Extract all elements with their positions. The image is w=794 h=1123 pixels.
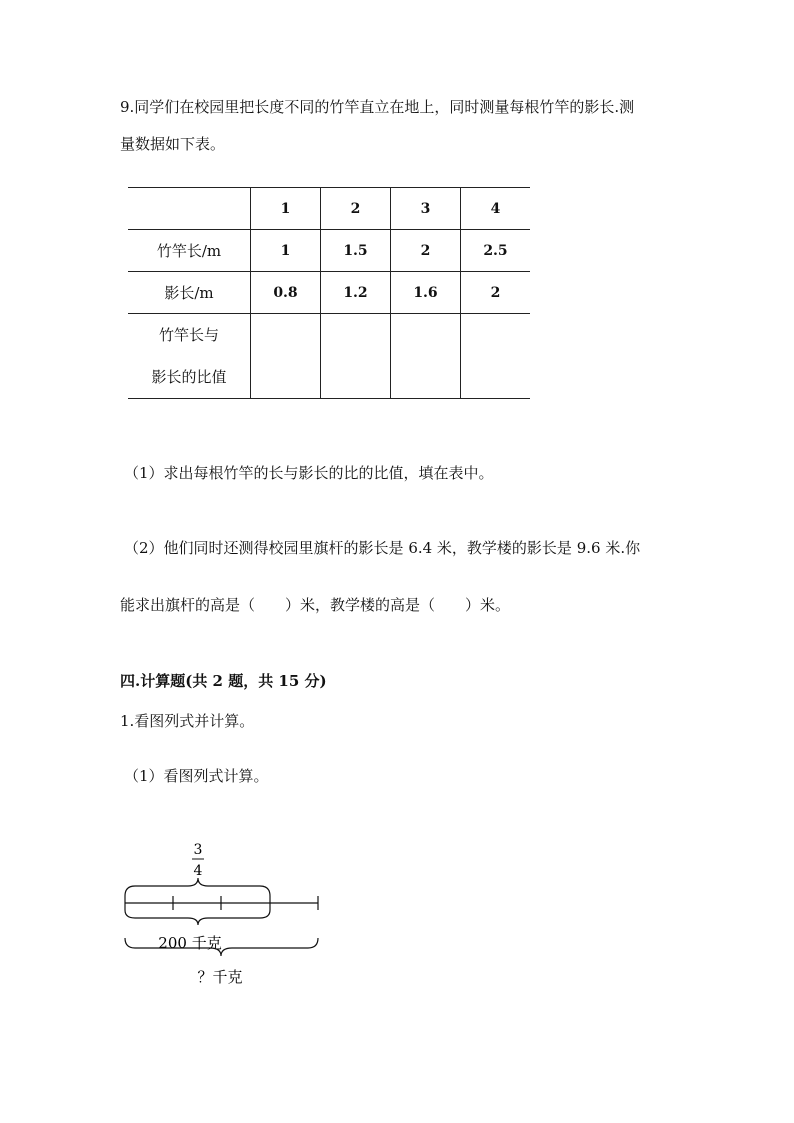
part-value-label: 200 千克: [158, 934, 222, 952]
fraction-numerator: 3: [193, 842, 203, 858]
total-label: ？千克: [197, 968, 243, 986]
measurement-table: [128, 187, 530, 399]
table-header-cell: 3: [391, 188, 461, 230]
part-brace: [125, 910, 270, 925]
question-9-text-line1: 9.同学们在校园里把长度不同的竹竿直立在地上，同时测量每根竹竿的影长.测: [120, 98, 635, 116]
sub-question-2-line2: 能求出旗杆的高是（ ）米，教学楼的高是（ ）米。: [120, 596, 511, 614]
table-row-ratio: [128, 314, 530, 399]
table-header-row: [128, 188, 530, 230]
top-brace: [125, 878, 270, 896]
table-cell: 1.6: [391, 272, 461, 314]
table-cell: 1.5: [321, 230, 391, 272]
fraction-denominator: 4: [193, 863, 203, 879]
table-header-cell: 1: [251, 188, 321, 230]
table-row-shadow-length: [128, 272, 530, 314]
sub-question-1: （1）求出每根竹竿的长与影长的比的比值，填在表中。: [124, 464, 494, 482]
row-label-ratio: [128, 314, 251, 399]
line-segment-diagram: [110, 830, 340, 1000]
table-row-pole-length: [128, 230, 530, 272]
table-cell: 2: [461, 272, 531, 314]
section-4-title: 四.计算题(共 2 题，共 15 分): [120, 672, 327, 690]
ratio-label-line2: 影长的比值: [151, 368, 227, 386]
answer-cell[interactable]: [251, 314, 321, 399]
answer-cell[interactable]: [461, 314, 531, 399]
table-header-cell: 2: [321, 188, 391, 230]
question-9-text-line2: 量数据如下表。: [120, 135, 226, 153]
table-corner-cell: [128, 188, 251, 230]
table-cell: 2.5: [461, 230, 531, 272]
table-cell: 0.8: [251, 272, 321, 314]
table-cell: 2: [391, 230, 461, 272]
calc-question-1: 1.看图列式并计算。: [120, 712, 255, 730]
table-cell: 1: [251, 230, 321, 272]
row-label: 影长/m: [128, 272, 251, 314]
sub-question-2-line1: （2）他们同时还测得校园里旗杆的影长是 6.4 米，教学楼的影长是 9.6 米.你: [124, 539, 641, 557]
calc-question-1-sub1: （1）看图列式计算。: [124, 767, 269, 785]
answer-cell[interactable]: [321, 314, 391, 399]
answer-cell[interactable]: [391, 314, 461, 399]
row-label: 竹竿长/m: [128, 230, 251, 272]
table-header-cell: 4: [461, 188, 531, 230]
ratio-label-line1: 竹竿长与: [158, 326, 219, 344]
table-cell: 1.2: [321, 272, 391, 314]
